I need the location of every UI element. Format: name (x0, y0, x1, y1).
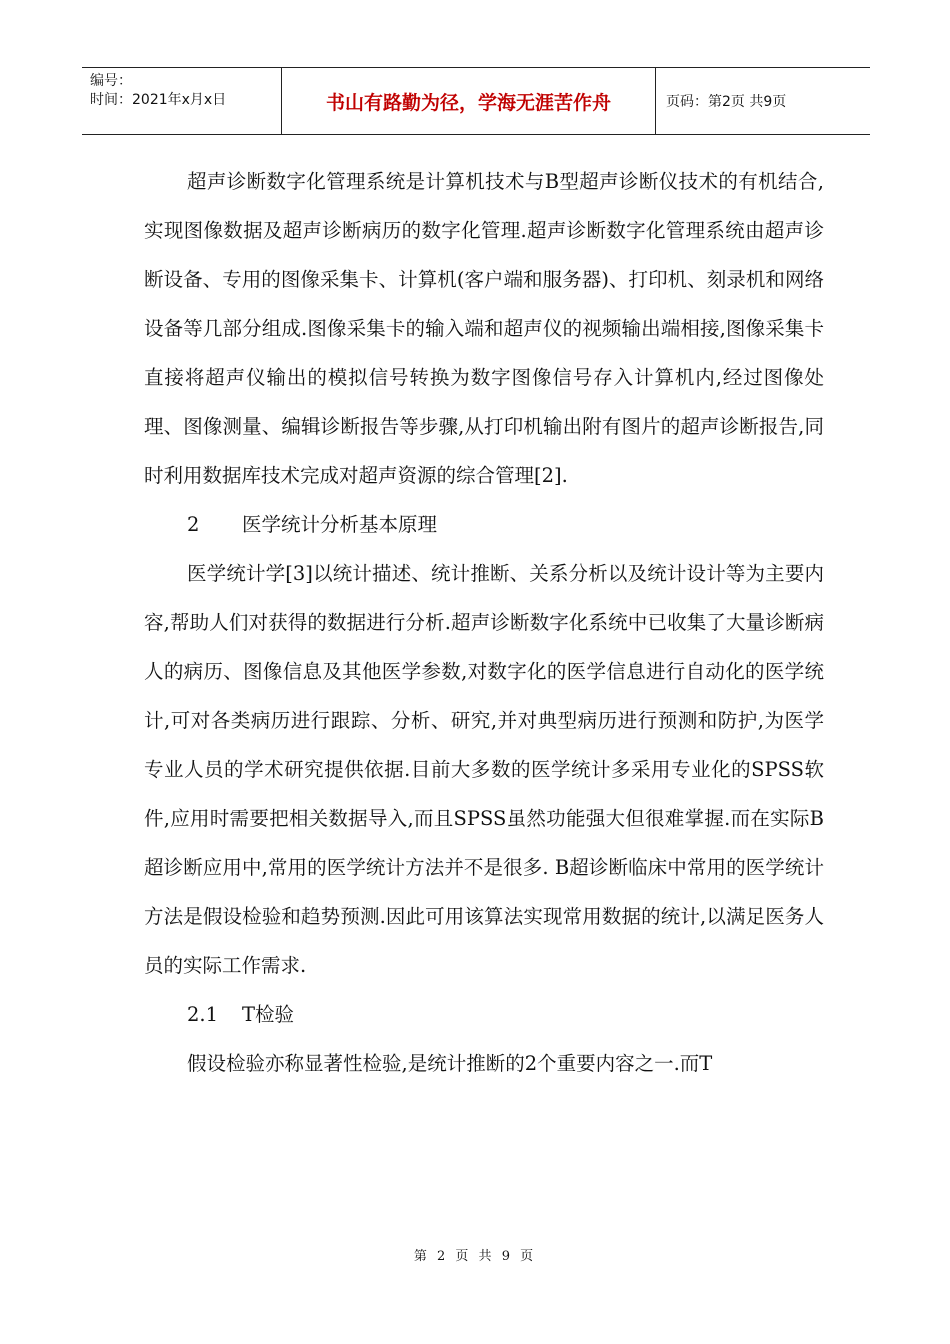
section-number: 2 (187, 513, 200, 536)
header-motto: 书山有路勤为径，学海无涯苦作舟 (282, 68, 656, 134)
document-date: 时间：2021年x月x日 (90, 92, 227, 108)
section-title: T检验 (242, 1003, 295, 1026)
section-heading-2-1 (144, 990, 824, 1039)
page-footer: 第 2 页 共 9 页 (413, 1249, 537, 1264)
header-meta (82, 68, 282, 134)
section-number: 2.1 (187, 1003, 219, 1026)
document-body (144, 157, 824, 1088)
paragraph-medical-statistics: 医学统计学[3]以统计描述、统计推断、关系分析以及统计设计等为主要内容,帮助人们对获得的数据进行分析.超声诊断数字化系统中已收集了大量诊断病人的病历、图像信息及其他医学参数,对数字化的医学信息进行自动化的医学统计,可对各类病历进行跟踪、分析、研究,并对典型病历进行预测和防护,为医学专业人员的学术研究提供依据.目前大多数的医学统计多采用专业化的SPSS软件,应用时需要把相关数据导入,而且SPSS虽然功能强大但很难掌握.而在实际B超诊断应用中,常用的医学统计方法并不是很多. B超诊断临床中常用的医学统计方法是假设检验和趋势预测.因此可用该算法实现常用数据的统计,以满足医务人员的实际工作需求. (144, 562, 824, 977)
paragraph-t-test: 假设检验亦称显著性检验,是统计推断的2个重要内容之一.而T (187, 1052, 713, 1075)
document-number-label: 编号： (90, 73, 132, 89)
paragraph-ultrasound-system: 超声诊断数字化管理系统是计算机技术与B型超声诊断仪技术的有机结合,实现图像数据及超声诊断病历的数字化管理.超声诊断数字化管理系统由超声诊断设备、专用的图像采集卡、计算机(客户端和服务器)、打印机、刻录机和网络设备等几部分组成.图像采集卡的输入端和超声仪的视频输出端相接,图像采集卡直接将超声仪输出的模拟信号转换为数字图像信号存入计算机内,经过图像处理、图像测量、编辑诊断报告等步骤,从打印机输出附有图片的超声诊断报告,同时利用数据库技术完成对超声资源的综合管理[2]. (144, 170, 824, 487)
page-header (82, 67, 870, 135)
section-title: 医学统计分析基本原理 (242, 513, 438, 536)
section-heading-2 (144, 500, 824, 549)
header-page-code: 页码：第2页 共9页 (666, 94, 787, 110)
